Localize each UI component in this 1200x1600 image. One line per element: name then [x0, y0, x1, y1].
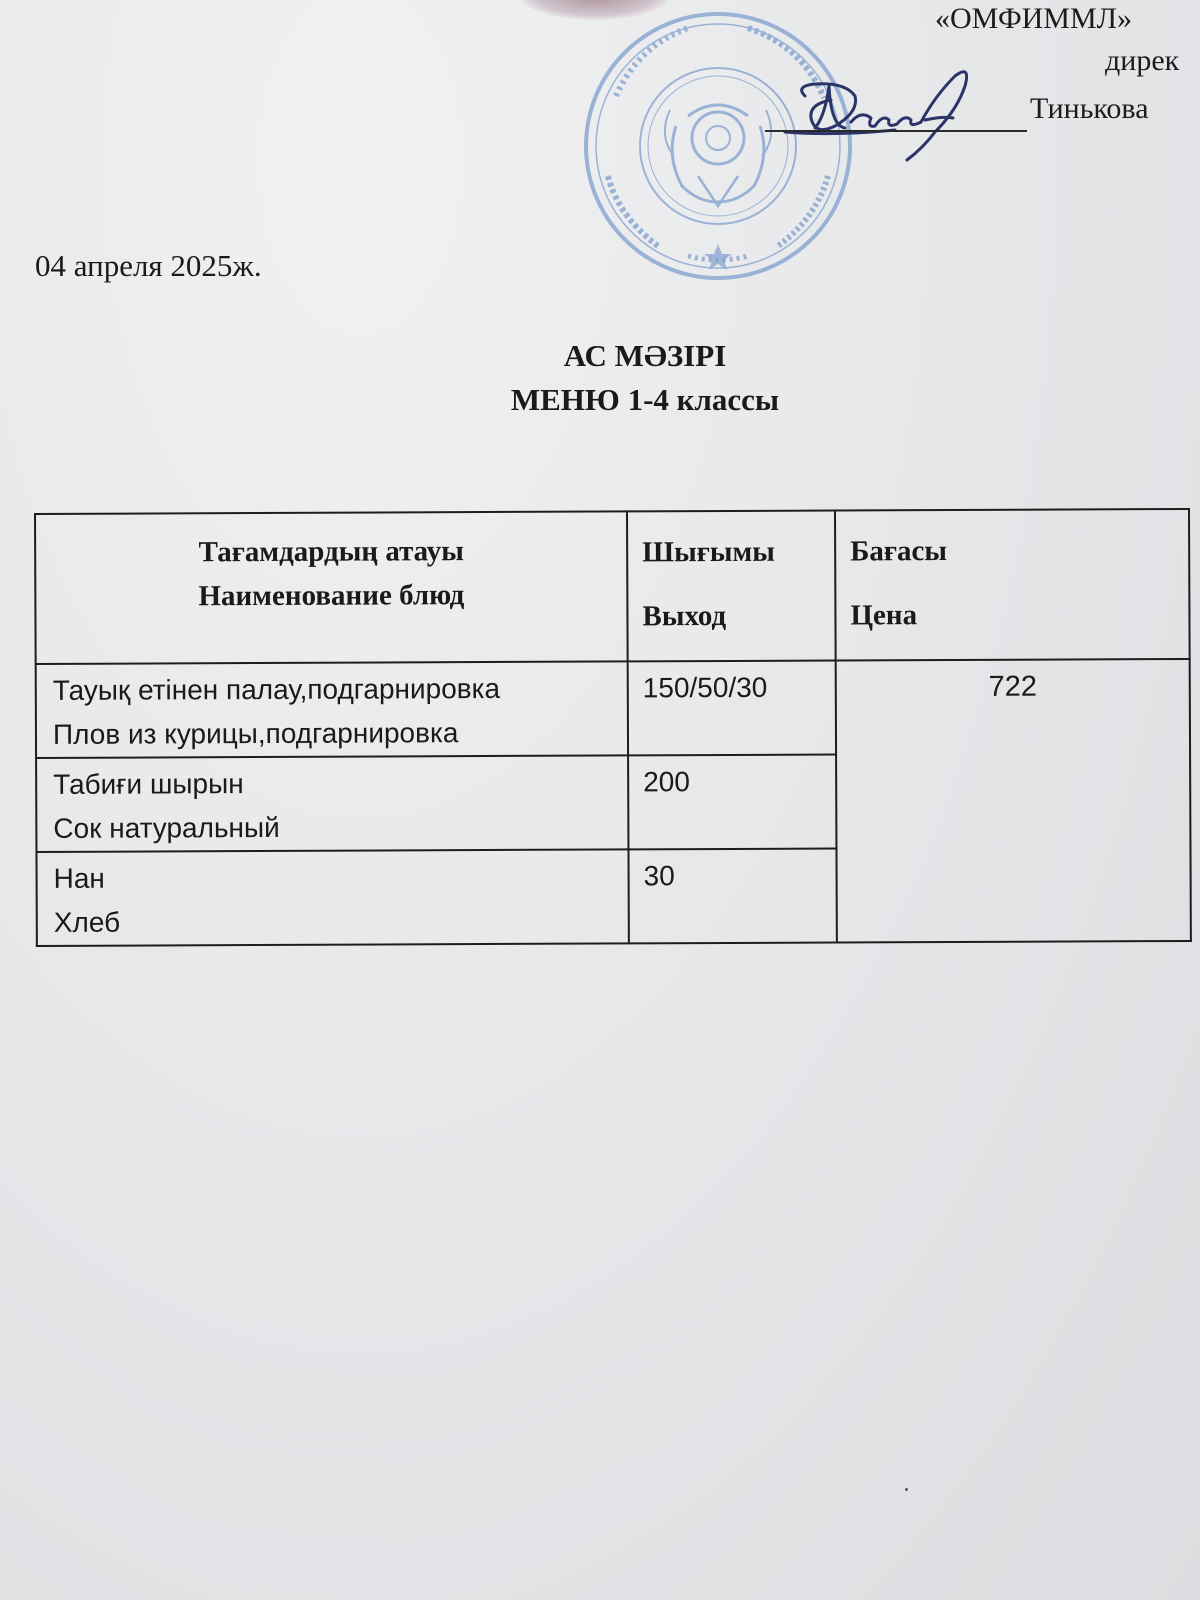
director-name: Тинькова [1030, 92, 1149, 125]
director-title: дирек [1105, 44, 1180, 77]
director-signature [775, 56, 1015, 166]
header-dish-name [35, 511, 628, 664]
dish-output: 150/50/30 [628, 661, 836, 756]
dish-output: 30 [628, 849, 836, 944]
document-date: 04 апреля 2025ж. [35, 248, 262, 283]
header-price [835, 509, 1190, 661]
header-dish-name-kz: Тағамдардың атауы [198, 535, 464, 569]
menu-table [34, 508, 1192, 947]
dish-output: 200 [628, 755, 836, 850]
dish-name-cell [36, 849, 628, 946]
dish-name-ru: Сок натуральный [53, 811, 280, 844]
dish-name-ru: Плов из курицы,подгарнировка [52, 717, 459, 750]
dish-name-cell [36, 755, 628, 852]
header-price-kz: Бағасы [850, 535, 948, 568]
header-price-ru: Цена [850, 599, 918, 632]
header-dish-name-ru: Наименование блюд [198, 579, 465, 613]
header-output-ru: Выход [642, 599, 727, 633]
menu-title-ru: МЕНЮ 1-4 классы [510, 382, 780, 417]
signature-underline [765, 130, 1027, 132]
organization-name: «ОМФИММЛ» [935, 2, 1133, 35]
table-header-row [35, 509, 1190, 664]
dish-name-cell [36, 661, 628, 758]
table-row [36, 659, 1190, 758]
dish-name-kz: Табиғи шырын [53, 768, 244, 800]
dish-name-kz: Тауық етінен палау,подгарнировка [52, 672, 501, 706]
header-output [627, 511, 836, 662]
dish-name-ru: Хлеб [53, 906, 121, 938]
dish-name-kz: Нан [53, 862, 105, 894]
menu-title-kz: АС МӘЗІРІ [563, 338, 727, 373]
menu-price: 722 [836, 659, 1191, 943]
paper-speck [905, 1488, 908, 1491]
header-output-kz: Шығымы [642, 535, 775, 569]
